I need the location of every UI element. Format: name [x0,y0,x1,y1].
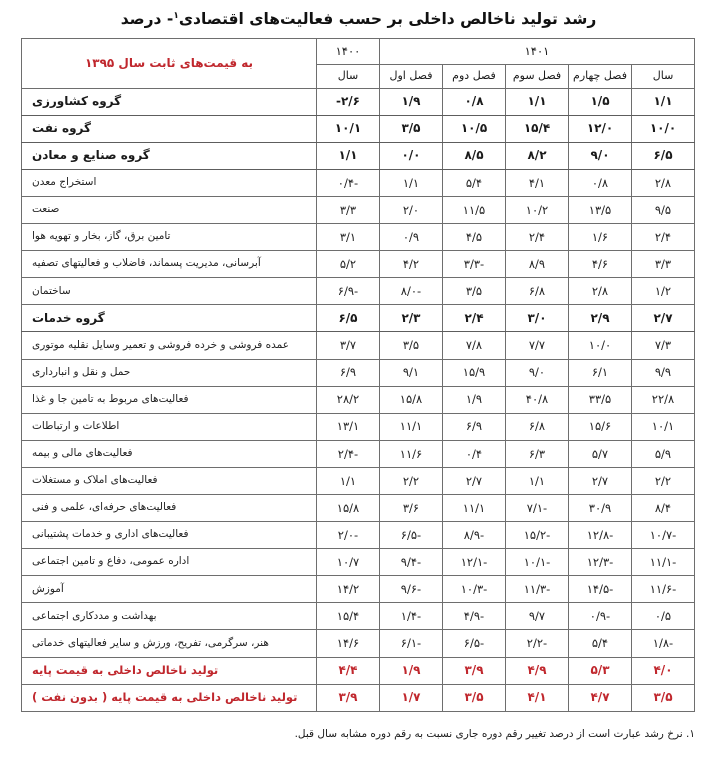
cell-value: ۳۳/۵ [569,386,632,413]
row-label: گروه صنایع و معادن [21,142,316,169]
cell-value: ۶/۵ [316,305,379,332]
cell-value: ۰/۸ [443,88,506,115]
cell-value: ۲/۲ [379,467,442,494]
cell-value: -۱۰/۳ [443,576,506,603]
cell-value: ۱۰/۰ [632,115,695,142]
table-body [21,88,694,711]
cell-value: ۴/۷ [569,684,632,711]
row-label: فعالیت‌های مالی و بیمه [21,440,316,467]
cell-value: ۹/۱ [379,359,442,386]
table-row [21,332,694,359]
cell-value: ۸/۴ [632,495,695,522]
cell-value: ۸/۵ [443,142,506,169]
cell-value: -۹/۶ [379,576,442,603]
row-label: گروه کشاورزی [21,88,316,115]
cell-value: ۳/۹ [443,657,506,684]
cell-value: ۲/۰ [379,196,442,223]
row-label: فعالیت‌های مربوط به تامین جا و غذا [21,386,316,413]
cell-value: ۳/۵ [632,684,695,711]
cell-value: ۱/۱ [506,88,569,115]
page-title [121,10,597,29]
row-label: آبرسانی، مدیریت پسماند، فاضلاب و فعالیتهای تصفیه [21,251,316,278]
table-row [21,657,694,684]
cell-value: ۰/۰ [379,142,442,169]
cell-value: -۰/۴ [316,169,379,196]
cell-value: ۷/۸ [443,332,506,359]
cell-value: -۶/۹ [316,278,379,305]
cell-value: ۱۳/۵ [569,196,632,223]
row-label: صنعت [21,196,316,223]
cell-value: -۱۲/۱ [443,549,506,576]
cell-value: ۰/۸ [569,169,632,196]
cell-value: ۱۵/۴ [316,603,379,630]
table-row [21,224,694,251]
cell-value: ۴/۲ [379,251,442,278]
cell-value: ۸/۹ [506,251,569,278]
table-row [21,359,694,386]
cell-value: ۴۰/۸ [506,386,569,413]
table-row [21,278,694,305]
table-head-year-row [21,38,694,64]
cell-value: ۳/۱ [316,224,379,251]
table-row [21,684,694,711]
cell-value: ۱۰/۰ [569,332,632,359]
cell-value: ۲۸/۲ [316,386,379,413]
cell-value: ۹/۷ [506,603,569,630]
table-row [21,576,694,603]
cell-value: ۶/۵ [632,142,695,169]
cell-value: ۴/۹ [506,657,569,684]
cell-value: ۴/۱ [506,684,569,711]
cell-value: ۱۰/۵ [443,115,506,142]
table-row [21,169,694,196]
col-header-1401-q3: فصل سوم [506,64,569,88]
cell-value: ۱۴/۶ [316,630,379,657]
row-label: فعالیت‌های حرفه‌ای، علمی و فنی [21,495,316,522]
cell-value: ۶/۹ [316,359,379,386]
cell-value: ۱۰/۲ [506,196,569,223]
cell-value: ۹/۰ [506,359,569,386]
cell-value: ۱/۲ [632,278,695,305]
cell-value: ۶/۳ [506,440,569,467]
cell-value: -۱۴/۵ [569,576,632,603]
cell-value: -۶/۱ [379,630,442,657]
cell-value: ۲/۹ [569,305,632,332]
cell-value: ۱۱/۶ [379,440,442,467]
cell-value: -۱/۴ [379,603,442,630]
title-footnote-marker: ۱ [173,10,179,21]
cell-value: -۱۱/۳ [506,576,569,603]
row-label: استخراج معدن [21,169,316,196]
cell-value: ۶/۸ [506,278,569,305]
title-suffix: - درصد [120,10,174,28]
table-row [21,440,694,467]
cell-value: ۳/۹ [316,684,379,711]
cell-value: ۱۰/۷ [316,549,379,576]
cell-value: -۱۰/۱ [506,549,569,576]
cell-value: ۰/۹ [379,224,442,251]
cell-value: ۴/۶ [569,251,632,278]
col-header-1401-q2: فصل دوم [443,64,506,88]
cell-value: ۲/۷ [632,305,695,332]
table-head [21,38,694,88]
cell-value: -۰/۹ [569,603,632,630]
cell-value: -۹/۴ [379,549,442,576]
cell-value: ۱۵/۸ [316,495,379,522]
row-label: گروه نفت [21,115,316,142]
cell-value: ۱/۶ [569,224,632,251]
cell-value: ۹/۹ [632,359,695,386]
row-label: آموزش [21,576,316,603]
table-row [21,251,694,278]
cell-value: ۱/۱ [379,169,442,196]
cell-value: ۴/۴ [316,657,379,684]
cell-value: ۱۴/۲ [316,576,379,603]
cell-value: ۳/۵ [443,278,506,305]
table-row [21,88,694,115]
cell-value: ۱۵/۶ [569,413,632,440]
cell-value: -۸/۰ [379,278,442,305]
table-row [21,549,694,576]
cell-value: ۱/۹ [379,657,442,684]
cell-value: ۵/۴ [569,630,632,657]
cell-value: ۱۵/۹ [443,359,506,386]
cell-value: ۱۱/۱ [443,495,506,522]
cell-value: ۳/۵ [379,332,442,359]
row-label: اداره عمومی، دفاع و تامین اجتماعی [21,549,316,576]
row-label: فعالیت‌های املاک و مستغلات [21,467,316,494]
cell-value: ۱۵/۴ [506,115,569,142]
table-row [21,305,694,332]
cell-value: ۲/۷ [569,467,632,494]
cell-value: -۱۱/۱ [632,549,695,576]
cell-value: ۳۰/۹ [569,495,632,522]
row-label: عمده فروشی و خرده فروشی و تعمیر وسایل نقلیه موتوری [21,332,316,359]
row-label: تامین برق، گاز، بخار و تهویه هوا [21,224,316,251]
cell-value: -۲/۴ [316,440,379,467]
row-label: هنر، سرگرمی، تفریح، ورزش و سایر فعالیتهای خدماتی [21,630,316,657]
row-label: ساختمان [21,278,316,305]
cell-value: -۶/۵ [379,522,442,549]
col-header-1401-q1: فصل اول [379,64,442,88]
cell-value: ۴/۵ [443,224,506,251]
col-header-1400-year: سال [316,64,379,88]
table-container [0,38,717,712]
cell-value: ۲/۷ [443,467,506,494]
row-label: تولید ناخالص داخلی به قیمت پایه ( بدون نفت ) [21,684,316,711]
table-row [21,115,694,142]
row-label: بهداشت و مددکاری اجتماعی [21,603,316,630]
cell-value: ۷/۷ [506,332,569,359]
table-row [21,522,694,549]
cell-value: ۲/۸ [569,278,632,305]
cell-value: ۱/۱ [506,467,569,494]
cell-value: ۵/۷ [569,440,632,467]
cell-value: ۱۱/۵ [443,196,506,223]
cell-value: ۲۲/۸ [632,386,695,413]
cell-value: ۰/۵ [632,603,695,630]
page-title-container [0,0,717,38]
cell-value: ۱/۷ [379,684,442,711]
cell-value: ۱/۵ [569,88,632,115]
cell-value: -۳/۳ [443,251,506,278]
table-row [21,196,694,223]
gdp-growth-table [21,38,695,712]
table-row [21,630,694,657]
cell-value: ۱/۹ [443,386,506,413]
table-footnote: ۱. نرخ رشد عبارت است از درصد تغییر رقم دوره جاری نسبت به رقم دوره مشابه سال قبل. [294,727,695,740]
cell-value: ۹/۰ [569,142,632,169]
table-row [21,603,694,630]
row-label: گروه خدمات [21,305,316,332]
cell-value: -۱۲/۸ [569,522,632,549]
row-label: تولید ناخالص داخلی به قیمت پایه [21,657,316,684]
cell-value: -۱۲/۳ [569,549,632,576]
table-row [21,495,694,522]
cell-value: ۹/۵ [632,196,695,223]
cell-value: -۲/۰ [316,522,379,549]
constant-prices-note: به قیمت‌های ثابت سال ۱۳۹۵ [21,38,316,88]
cell-value: ۵/۳ [569,657,632,684]
cell-value: ۳/۰ [506,305,569,332]
cell-value: ۰/۴ [443,440,506,467]
cell-value: ۱۱/۱ [379,413,442,440]
col-header-1401-q4: فصل چهارم [569,64,632,88]
cell-value: ۱۲/۰ [569,115,632,142]
cell-value: ۱۳/۱ [316,413,379,440]
cell-value: ۲/۳ [379,305,442,332]
cell-value: -۷/۱ [506,495,569,522]
cell-value: ۱/۱ [316,142,379,169]
table-row [21,467,694,494]
table-row [21,142,694,169]
cell-value: ۲/۲ [632,467,695,494]
cell-value: ۷/۳ [632,332,695,359]
cell-value: ۳/۷ [316,332,379,359]
cell-value: ۴/۱ [506,169,569,196]
cell-value: -۱/۸ [632,630,695,657]
cell-value: -۸/۹ [443,522,506,549]
page-title-text: رشد تولید ناخالص داخلی بر حسب فعالیت‌های اقتصادی [178,10,597,28]
row-label: فعالیت‌های اداری و خدمات پشتیبانی [21,522,316,549]
cell-value: -۴/۹ [443,603,506,630]
cell-value: ۲/۶- [316,88,379,115]
year-group-1400: ۱۴۰۰ [316,38,379,64]
cell-value: ۶/۹ [443,413,506,440]
cell-value: ۱۵/۸ [379,386,442,413]
cell-value: ۳/۳ [316,196,379,223]
table-row [21,386,694,413]
cell-value: ۱/۹ [379,88,442,115]
cell-value: -۲/۲ [506,630,569,657]
col-header-1401-year: سال [632,64,695,88]
cell-value: ۲/۴ [632,224,695,251]
cell-value: ۵/۲ [316,251,379,278]
cell-value: -۱۰/۷ [632,522,695,549]
cell-value: ۲/۴ [506,224,569,251]
cell-value: -۱۵/۲ [506,522,569,549]
cell-value: ۶/۱ [569,359,632,386]
cell-value: ۲/۴ [443,305,506,332]
cell-value: ۱/۱ [632,88,695,115]
cell-value: ۳/۵ [443,684,506,711]
cell-value: ۳/۵ [379,115,442,142]
row-label: اطلاعات و ارتباطات [21,413,316,440]
cell-value: ۸/۲ [506,142,569,169]
cell-value: ۵/۴ [443,169,506,196]
cell-value: -۶/۵ [443,630,506,657]
cell-value: ۳/۳ [632,251,695,278]
year-group-1401: ۱۴۰۱ [379,38,694,64]
cell-value: ۱۰/۱ [632,413,695,440]
table-row [21,413,694,440]
cell-value: ۱۰/۱ [316,115,379,142]
cell-value: ۵/۹ [632,440,695,467]
cell-value: ۲/۸ [632,169,695,196]
cell-value: ۳/۶ [379,495,442,522]
cell-value: -۱۱/۶ [632,576,695,603]
cell-value: ۶/۸ [506,413,569,440]
cell-value: ۴/۰ [632,657,695,684]
cell-value: ۱/۱ [316,467,379,494]
row-label: حمل و نقل و انبارداری [21,359,316,386]
